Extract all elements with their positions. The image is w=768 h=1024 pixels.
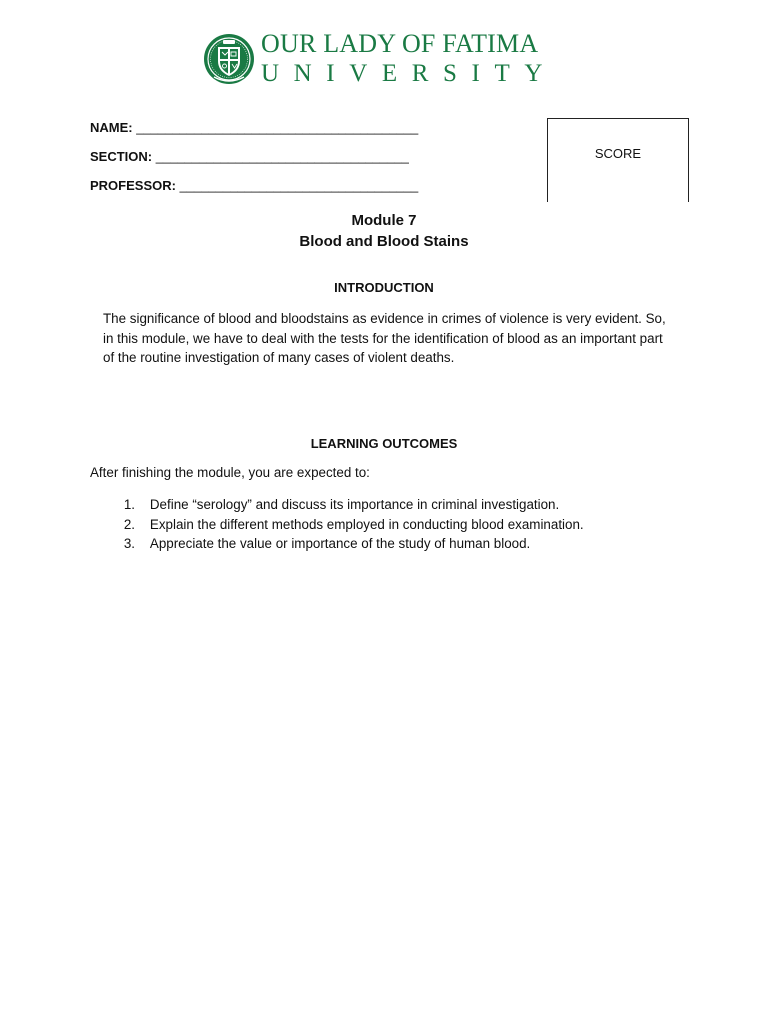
student-info-fields	[90, 118, 450, 205]
learning-outcomes-lead: After finishing the module, you are expected to:	[90, 465, 370, 480]
section-field[interactable]	[90, 147, 450, 176]
list-item-text: Explain the different methods employed in conducting blood examination.	[149, 516, 584, 532]
university-header	[203, 29, 563, 89]
list-item	[90, 515, 584, 535]
module-title	[0, 210, 768, 252]
section-blank[interactable]: ___________________________________	[155, 149, 409, 164]
learning-outcomes-heading: LEARNING OUTCOMES	[310, 436, 458, 451]
score-label: SCORE	[594, 146, 642, 161]
list-item-number: 2.	[123, 516, 135, 532]
list-item-number: 3.	[123, 536, 135, 551]
module-name: Blood and Blood Stains	[299, 233, 469, 250]
score-box	[547, 118, 689, 202]
university-name-line1: OUR LADY OF FATIMA	[261, 29, 539, 58]
list-item-number: 1.	[123, 497, 135, 512]
section-label: SECTION:	[90, 149, 153, 164]
list-item-text: Define “serology” and discuss its importance in criminal investigation.	[149, 497, 560, 512]
module-number: Module 7	[351, 212, 417, 229]
list-item-text: Appreciate the value or importance of the study of human blood.	[149, 536, 531, 551]
university-seal-icon	[203, 31, 255, 87]
professor-blank[interactable]: _________________________________	[179, 178, 419, 193]
introduction-paragraph: The significance of blood and bloodstains as evidence in crimes of violence is very evident. So, in this module, we have to deal with the tests for the identification of blood as an important part of the routine investigation of many cases of violent deaths.	[103, 311, 666, 365]
university-name	[261, 29, 557, 88]
professor-label: PROFESSOR:	[90, 178, 176, 193]
name-label: NAME:	[90, 120, 133, 135]
professor-field[interactable]	[90, 176, 450, 205]
introduction-heading: INTRODUCTION	[334, 280, 434, 295]
list-item	[90, 495, 584, 515]
university-name-line2: UNIVERSITY	[261, 60, 557, 87]
name-blank[interactable]: _______________________________________	[136, 120, 419, 135]
list-item	[90, 534, 584, 554]
name-field[interactable]	[90, 118, 450, 147]
learning-outcomes-list	[90, 495, 584, 554]
